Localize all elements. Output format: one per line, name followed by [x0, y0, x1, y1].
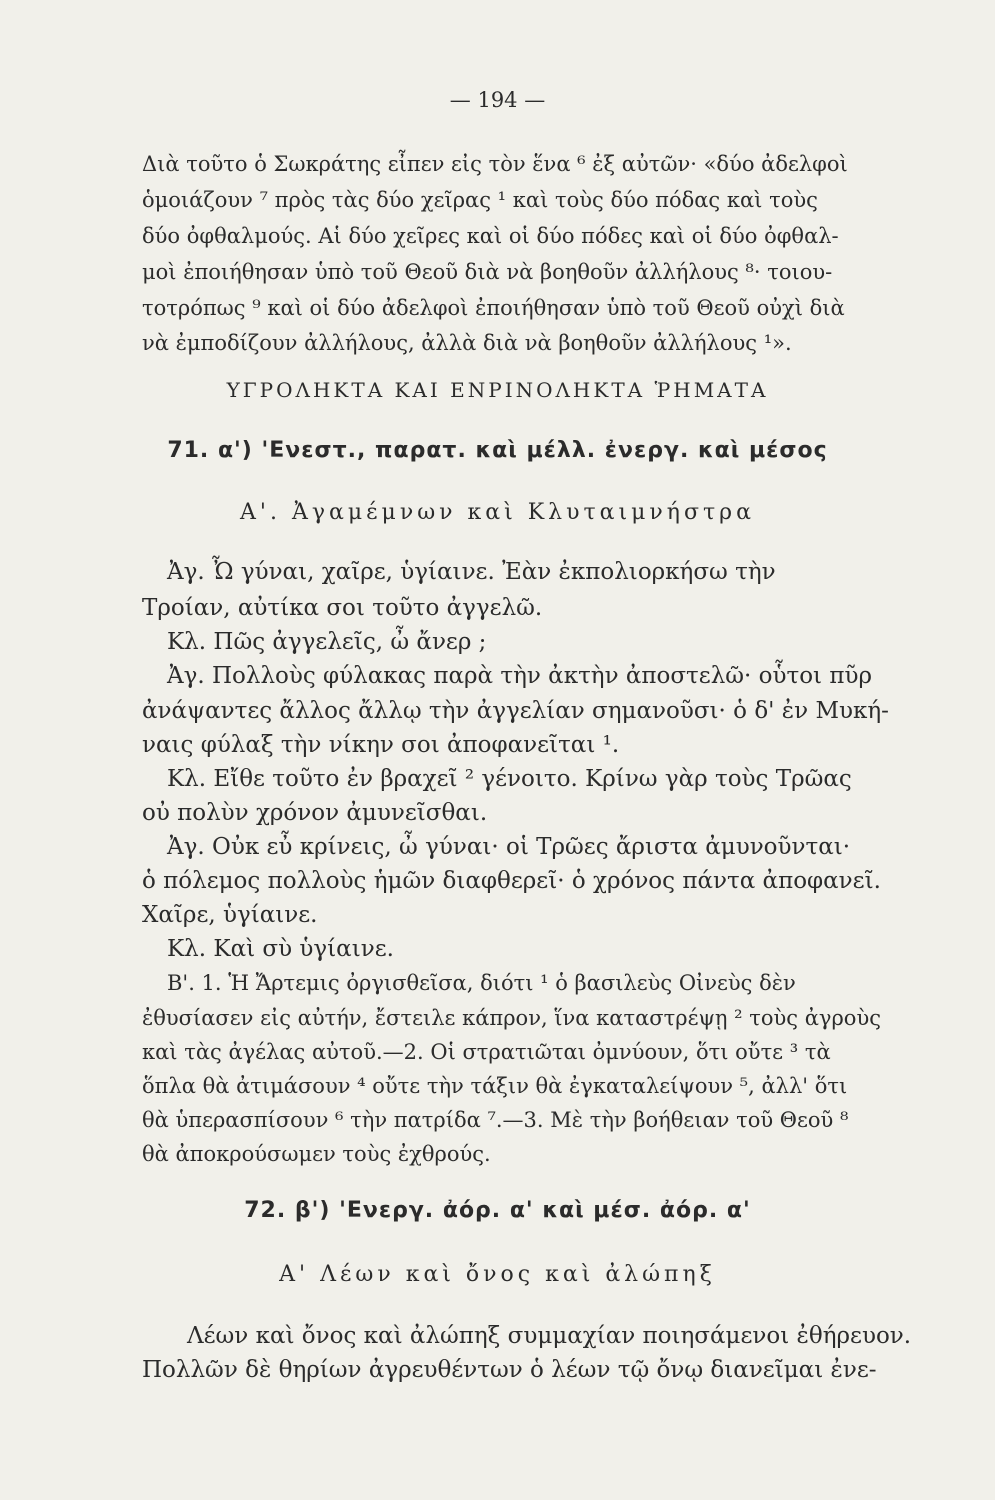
chapter-heading: ΥΓΡΟΛΗΚΤΑ ΚΑΙ ΕΝΡΙΝΟΛΗΚΤΑ ῬΗΜΑΤΑ	[226, 378, 769, 402]
section-72-subtitle: Α' Λέων καὶ ὄνος καὶ ἀλώπηξ	[279, 1262, 716, 1287]
dialogue-line: ναις φύλαξ τὴν νίκην σοι ἀποφανεῖται ¹.	[142, 732, 620, 758]
exercise-line: θὰ ἀποκρούσωμεν τοὺς ἐχθρούς.	[142, 1142, 491, 1166]
dialogue-line: ὁ πόλεμος πολλοὺς ἡμῶν διαφθερεῖ· ὁ χρόνος πάντα ἀποφανεῖ.	[142, 868, 881, 894]
text-line: μοὶ ἐποιήθησαν ὑπὸ τοῦ Θεοῦ διὰ νὰ βοηθοῦν ἀλλήλους ⁸· τοιου-	[142, 260, 833, 284]
text-line: ὁμοιάζουν ⁷ πρὸς τὰς δύο χεῖρας ¹ καὶ τοὺς δύο πόδας καὶ τοὺς	[142, 188, 818, 212]
dialogue-line: Χαῖρε, ὑγίαινε.	[142, 902, 318, 928]
dialogue-line: οὐ πολὺν χρόνον ἀμυνεῖσθαι.	[142, 800, 488, 826]
text-line: τοτρόπως ⁹ καὶ οἱ δύο ἀδελφοὶ ἐποιήθησαν ὑπὸ τοῦ Θεοῦ οὐχὶ διὰ	[142, 296, 845, 320]
text-line: νὰ ἐμποδίζουν ἀλλήλους, ἀλλὰ διὰ νὰ βοηθοῦν ἀλλήλους ¹».	[142, 331, 792, 355]
section-71-title: 71. α') 'Ενεστ., παρατ. καὶ μέλλ. ἐνεργ. καὶ μέσος	[167, 438, 828, 463]
dialogue-line: Κλ. Καὶ σὺ ὑγίαινε.	[167, 936, 394, 962]
dialogue-line: Ἀγ. Οὐκ εὖ κρίνεις, ὦ γύναι· οἱ Τρῶες ἄριστα ἀμυνοῦνται·	[167, 834, 851, 860]
dialogue-line: Ἀγ. Ὦ γύναι, χαῖρε, ὑγίαινε. Ἐὰν ἐκπολιορκήσω τὴν	[167, 559, 776, 585]
text-line: Διὰ τοῦτο ὁ Σωκράτης εἶπεν εἰς τὸν ἕνα ⁶ ἐξ αὐτῶν· «δύο ἀδελφοὶ	[142, 152, 848, 176]
dialogue-line: Ἀγ. Πολλοὺς φύλακας παρὰ τὴν ἀκτὴν ἀποστελῶ· οὗτοι πῦρ	[167, 663, 873, 689]
dialogue-line: ἀνάψαντες ἄλλος ἄλλῳ τὴν ἀγγελίαν σημανοῦσι· ὁ δ' ἐν Μυκή-	[142, 698, 889, 724]
exercise-line: ἐθυσίασεν εἰς αὐτήν, ἔστειλε κάπρον, ἵνα καταστρέψῃ ² τοὺς ἀγροὺς	[142, 1006, 881, 1030]
section-71-subtitle: Α'. Ἀγαμέμνων καὶ Κλυταιμνήστρα	[240, 500, 755, 525]
section-72-title: 72. β') 'Ενεργ. ἀόρ. α' καὶ μέσ. ἀόρ. α'	[244, 1198, 751, 1223]
text-line: δύο ὀφθαλμούς. Αἱ δύο χεῖρες καὶ οἱ δύο πόδες καὶ οἱ δύο ὀφθαλ-	[142, 224, 839, 248]
text-line: Πολλῶν δὲ θηρίων ἀγρευθέντων ὁ λέων τῷ ὄνῳ διανεῖμαι ἐνε-	[142, 1357, 877, 1383]
dialogue-line: Κλ. Πῶς ἀγγελεῖς, ὦ ἄνερ ;	[167, 629, 487, 655]
text-line: Λέων καὶ ὄνος καὶ ἀλώπηξ συμμαχίαν ποιησάμενοι ἐθήρευον.	[187, 1323, 912, 1349]
exercise-line: καὶ τὰς ἀγέλας αὐτοῦ.—2. Οἱ στρατιῶται ὀμνύουν, ὅτι οὔτε ³ τὰ	[142, 1040, 831, 1064]
page-number: — 194 —	[449, 88, 546, 112]
exercise-line: θὰ ὑπερασπίσουν ⁶ τὴν πατρίδα ⁷.—3. Μὲ τὴν βοήθειαν τοῦ Θεοῦ ⁸	[142, 1108, 849, 1132]
dialogue-line: Τροίαν, αὐτίκα σοι τοῦτο ἀγγελῶ.	[142, 595, 543, 621]
exercise-line: ὅπλα θὰ ἀτιμάσουν ⁴ οὔτε τὴν τάξιν θὰ ἐγκαταλείψουν ⁵, ἀλλ' ὅτι	[142, 1074, 848, 1098]
dialogue-line: Κλ. Εἴθε τοῦτο ἐν βραχεῖ ² γένοιτο. Κρίνω γὰρ τοὺς Τρῶας	[167, 766, 852, 792]
exercise-line: Β'. 1. Ἡ Ἄρτεμις ὀργισθεῖσα, διότι ¹ ὁ βασιλεὺς Οἰνεὺς δὲν	[167, 971, 796, 995]
